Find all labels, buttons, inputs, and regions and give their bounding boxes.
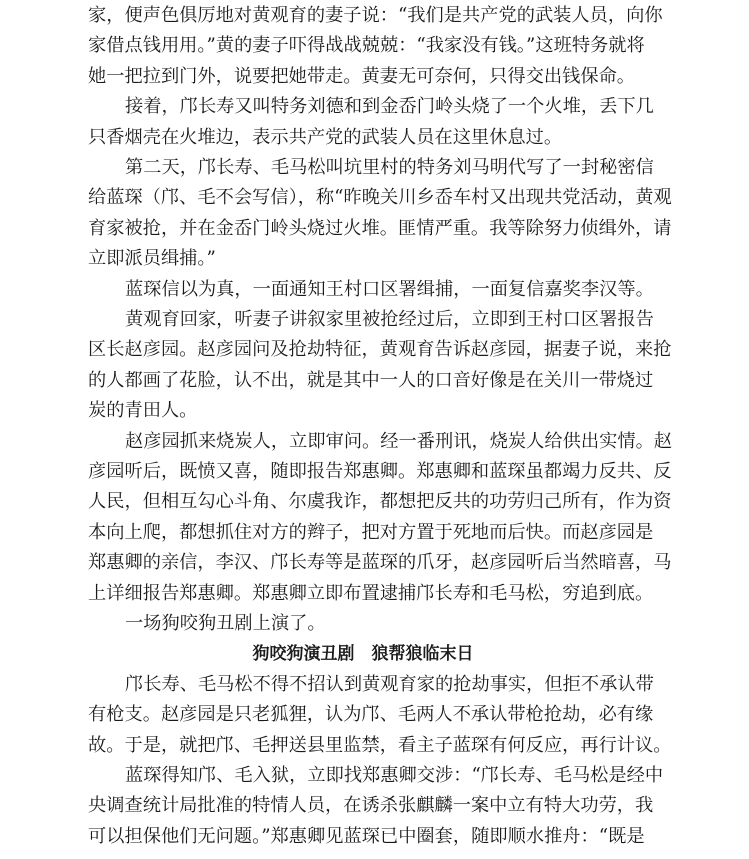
text-line: 彦园听后，既愤又喜，随即报告郑惠卿。郑惠卿和蓝琛虽都竭力反共、反 bbox=[88, 461, 672, 482]
text-line: 邝长寿、毛马松不得不招认到黄观育家的抢劫事实，但拒不承认带 bbox=[125, 673, 654, 695]
text-line: 故。于是，就把邝、毛押送县里监禁，看主子蓝琛有何反应，再行计议。 bbox=[88, 734, 672, 756]
text-line: 立即派员缉捕。” bbox=[88, 248, 216, 270]
text-line: 育家被抢，并在金岙门岭头烧过火堆。匪情严重。我等除努力侦缉外，请 bbox=[88, 217, 672, 239]
text-line: 家借点钱用用。”黄的妻子吓得战战兢兢：“我家没有钱。”这班特务就将 bbox=[88, 35, 645, 57]
text-line: 央调查统计局批准的特情人员，在诱杀张麒麟一案中立有特大功劳，我 bbox=[88, 795, 654, 817]
section-heading: 狗咬狗演丑剧 狼帮狼临末日 bbox=[252, 644, 474, 665]
text-line: 本向上爬，都想抓住对方的辫子，把对方置于死地而后快。而赵彦园是 bbox=[88, 521, 654, 543]
text-line: 可以担保他们无问题。”郑惠卿见蓝琛已中圈套，随即顺水推舟：“既是 bbox=[88, 825, 645, 847]
text-line: 她一把拉到门外，说要把她带走。黄妻无可奈何，只得交出钱保命。 bbox=[88, 65, 636, 87]
text-line: 家，便声色俱厉地对黄观育的妻子说：“我们是共产党的武装人员，向你 bbox=[88, 5, 663, 26]
text-line: 人民，但相互勾心斗角、尔虞我诈，都想把反共的功劳归己所有，作为资 bbox=[88, 491, 672, 513]
text-line: 有枪支。赵彦园是只老狐狸，认为邝、毛两人不承认带枪抢劫，必有缘 bbox=[88, 704, 654, 726]
text-line: 炭的青田人。 bbox=[88, 400, 198, 422]
text-line: 蓝琛信以为真，一面通知王村口区署缉捕，一面复信嘉奖李汉等。 bbox=[125, 278, 654, 300]
text-line: 给蓝琛（邝、毛不会写信），称“昨晚关川乡岙车村又出现共党活动，黄观 bbox=[88, 187, 672, 209]
text-line: 赵彦园抓来烧炭人，立即审问。经一番刑讯，烧炭人给供出实情。赵 bbox=[125, 430, 673, 452]
text-line: 区长赵彦园。赵彦园问及抢劫特征，黄观育告诉赵彦园，据妻子说，来抢 bbox=[88, 339, 672, 361]
text-line: 接着，邝长寿又叫特务刘德和到金岙门岭头烧了一个火堆，丢下几 bbox=[125, 96, 654, 118]
text-line: 郑惠卿的亲信，李汉、邝长寿等是蓝琛的爪牙，赵彦园听后当然暗喜，马 bbox=[88, 552, 672, 574]
text-line: 黄观育回家，听妻子讲叙家里被抢经过后，立即到王村口区署报告 bbox=[125, 309, 654, 330]
text-line: 一场狗咬狗丑剧上演了。 bbox=[125, 613, 326, 634]
text-line: 第二天，邝长寿、毛马松叫坑里村的特务刘马明代写了一封秘密信 bbox=[125, 157, 654, 178]
text-line: 只香烟壳在火堆边，表示共产党的武装人员在这里休息过。 bbox=[88, 126, 563, 148]
text-line: 的人都画了花脸，认不出，就是其中一人的口音好像是在关川一带烧过 bbox=[88, 369, 654, 391]
text-line: 上详细报告郑惠卿。郑惠卿立即布置逮捕邝长寿和毛马松，穷追到底。 bbox=[88, 582, 654, 604]
text-line: 蓝琛得知邝、毛入狱，立即找郑惠卿交涉：“邝长寿、毛马松是经中 bbox=[125, 765, 664, 786]
